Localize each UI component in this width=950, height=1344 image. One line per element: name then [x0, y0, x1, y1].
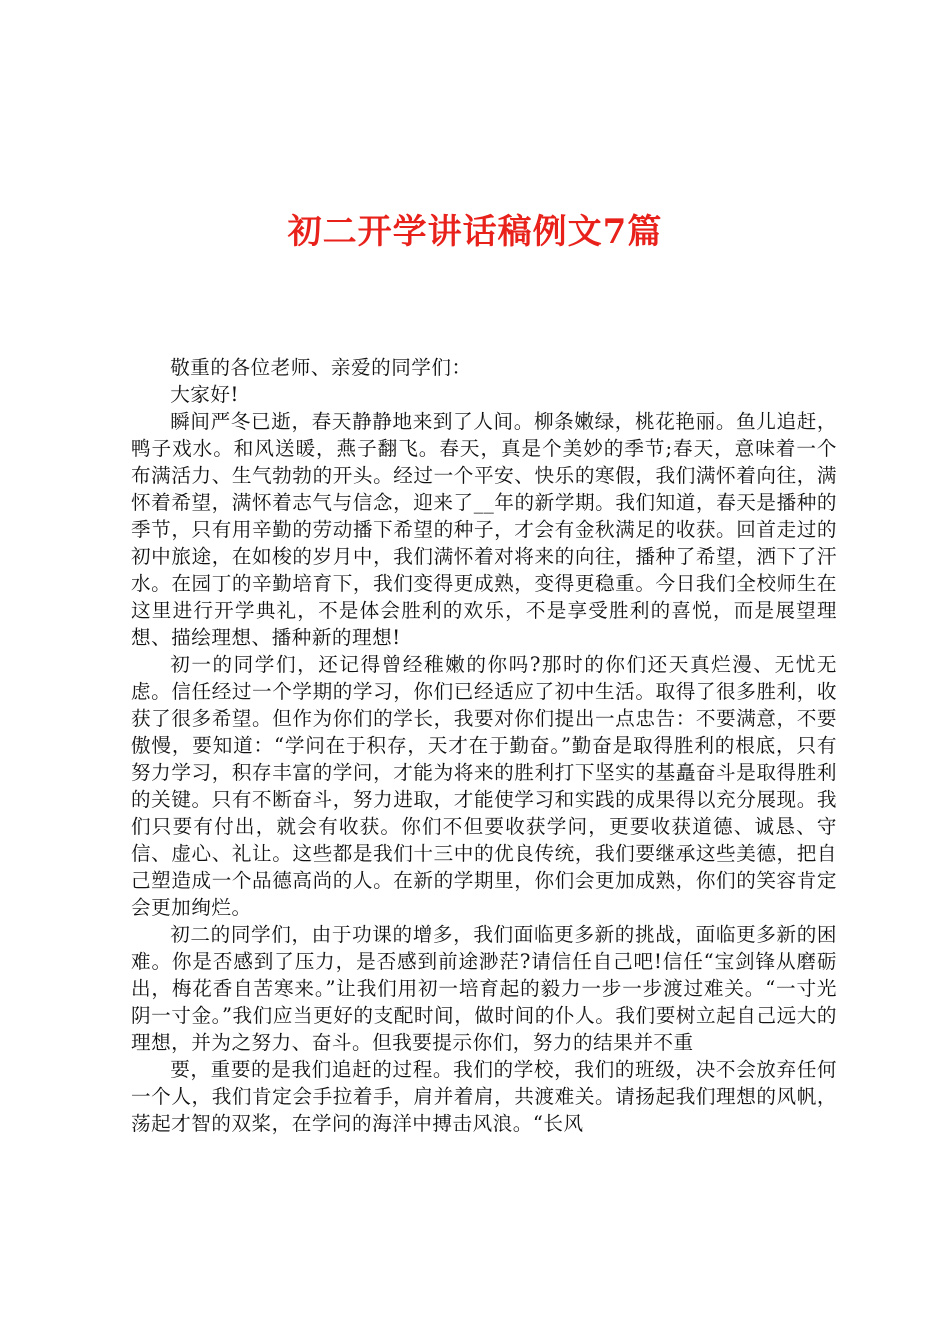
paragraph-continuation: 要，重要的是我们追赶的过程。我们的学校，我们的班级，决不会放弃任何一个人，我们肯定会手拉着手，肩并着肩，共渡难关。请扬起我们理想的风帆，荡起才智的双桨，在学问的海洋中搏击风浪。“长风: [131, 1058, 837, 1135]
document-title: 初二开学讲话稿例文7篇: [287, 212, 663, 252]
paragraph-spring: 瞬间严冬已逝，春天静静地来到了人间。柳条嫩绿，桃花艳丽。鱼儿追赶，鸭子戏水。和风送暖，燕子翻飞。春天，真是个美妙的季节;春天，意味着一个布满活力、生气勃勃的开头。经过一个平安、快乐的寒假，我们满怀着向往，满怀着希望，满怀着志气与信念，迎来了__年的新学期。我们知道，春天是播种的季节，只有用辛勤的劳动播下希望的种子，才会有金秋满足的收获。回首走过的初中旅途，在如梭的岁月中，我们满怀着对将来的向往，播种了希望，洒下了汗水。在园丁的辛勤培育下，我们变得更成熟，变得更稳重。今日我们全校师生在这里进行开学典礼，不是体会胜利的欢乐，不是享受胜利的喜悦，而是展望理想、描绘理想、播种新的理想!: [131, 410, 837, 649]
document-body: [131, 354, 837, 1137]
greeting: 大家好!: [170, 383, 239, 406]
salutation: 敬重的各位老师、亲爱的同学们：: [170, 356, 472, 379]
paragraph-grade-two: 初二的同学们，由于功课的增多，我们面临更多新的挑战，面临更多新的困难。你是否感到了压力，是否感到前途渺茫?请信任自己吧!信任“宝剑锋从磨砺出，梅花香自苦寒来。”让我们用初一培育起的毅力一步一步渡过难关。“一寸光阴一寸金。”我们应当更好的支配时间，做时间的仆人。我们要树立起自己远大的理想，并为之努力、奋斗。但我要提示你们，努力的结果并不重: [131, 923, 837, 1054]
paragraph-grade-one: 初一的同学们，还记得曾经稚嫩的你吗?那时的你们还天真烂漫、无忧无虑。信任经过一个学期的学习，你们已经适应了初中生活。取得了很多胜利，收获了很多希望。但作为你们的学长，我要对你们提出一点忠告：不要满意，不要傲慢，要知道：“学问在于积存，天才在于勤奋。”勤奋是取得胜利的根底，只有努力学习，积存丰富的学问，才能为将来的胜利打下坚实的基矗奋斗是取得胜利的关键。只有不断奋斗，努力进取，才能使学习和实践的成果得以充分展现。我们只要有付出，就会有收获。你们不但要收获学问，更要收获道德、诚恳、守信、虚心、礼让。这些都是我们十三中的优良传统，我们要继承这些美德，把自己塑造成一个品德高尚的人。在新的学期里，你们会更加成熟，你们的笑容肯定会更加绚烂。: [131, 653, 837, 919]
